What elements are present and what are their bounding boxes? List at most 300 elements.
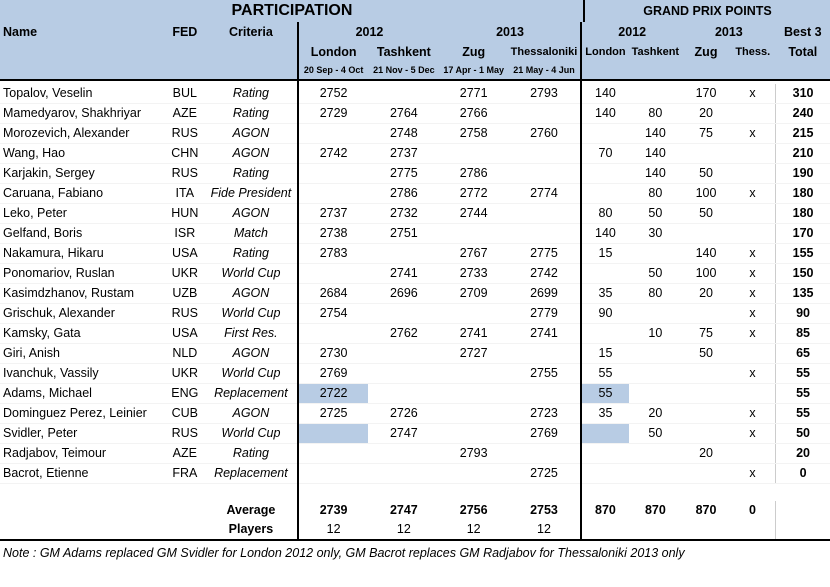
points-cell [629,244,682,264]
best3-total: 310 [776,84,830,104]
rating-cell: 2752 [298,84,368,104]
date-zug: 17 Apr - 1 May [440,62,508,80]
best3-total: 170 [776,224,830,244]
rating-cell: 2726 [368,404,440,424]
rating-cell [298,164,368,184]
player-name: Gelfand, Boris [0,224,165,244]
points-cell: 50 [682,164,730,184]
player-criteria: Replacement [205,384,299,404]
player-criteria: AGON [205,344,299,364]
player-name: Dominguez Perez, Leinier [0,404,165,424]
player-fed: UKR [165,364,205,384]
rating-cell: 2793 [440,444,508,464]
best3-total: 65 [776,344,830,364]
points-cell [629,364,682,384]
points-cell [581,184,628,204]
points-cell: 35 [581,404,628,424]
best3-total: 55 [776,364,830,384]
rating-cell [298,264,368,284]
date-thessaloniki: 21 May - 4 Jun [508,62,582,80]
rating-cell: 2755 [508,364,582,384]
points-cell: 140 [581,224,628,244]
points-cell: 170 [682,84,730,104]
points-cell: 50 [682,344,730,364]
rating-cell: 2769 [298,364,368,384]
points-total: 870 [581,501,628,520]
players-row [0,520,830,540]
rating-cell [508,384,582,404]
points-cell: 80 [581,204,628,224]
points-cell [730,144,776,164]
gp-year-2012-header: 2012 [581,22,682,43]
player-fed: BUL [165,84,205,104]
player-name: Karjakin, Sergey [0,164,165,184]
points-cell [629,444,682,464]
best3-total: 210 [776,144,830,164]
points-cell: 140 [629,144,682,164]
points-cell: x [730,464,776,484]
rating-cell [508,204,582,224]
table-row [0,444,830,464]
rating-cell: 2783 [298,244,368,264]
points-cell [682,144,730,164]
gp-event-thess: Thess. [730,43,776,62]
best3-total: 155 [776,244,830,264]
points-cell: 55 [581,364,628,384]
player-name: Radjabov, Teimour [0,444,165,464]
participation-title: PARTICIPATION [231,2,353,19]
gp-year-2013-header: 2013 [682,22,776,43]
table-row [0,384,830,404]
gp-event-london: London [581,43,628,62]
rating-cell: 2775 [368,164,440,184]
points-cell: 20 [682,444,730,464]
rating-cell: 2725 [508,464,582,484]
players-count: 12 [508,520,582,540]
points-cell: 50 [629,204,682,224]
points-cell: 10 [629,324,682,344]
points-cell: x [730,304,776,324]
points-cell [730,384,776,404]
player-fed: ISR [165,224,205,244]
table-row [0,264,830,284]
average-value: 2747 [389,503,418,517]
player-criteria: AGON [205,404,299,424]
best3-total: 0 [776,464,830,484]
points-cell: x [730,84,776,104]
rating-cell: 2772 [440,184,508,204]
points-cell [730,104,776,124]
rating-cell: 2744 [440,204,508,224]
rating-cell: 2737 [298,204,368,224]
player-criteria: World Cup [205,424,299,444]
best3-total: 20 [776,444,830,464]
points-cell: 55 [581,384,628,404]
points-cell [581,124,628,144]
average-value: 2739 [298,501,368,520]
best3-total: 180 [776,184,830,204]
date-london: 20 Sep - 4 Oct [298,62,368,80]
player-criteria: Rating [205,444,299,464]
date-tashkent: 21 Nov - 5 Dec [368,62,440,80]
rating-cell [368,444,440,464]
rating-cell: 2793 [508,84,582,104]
rating-cell: 2771 [440,84,508,104]
points-cell: 30 [629,224,682,244]
points-cell: x [730,264,776,284]
rating-cell: 2696 [368,284,440,304]
player-name: Morozevich, Alexander [0,124,165,144]
points-cell: 50 [629,424,682,444]
points-cell: 15 [581,244,628,264]
best3-total: 55 [776,404,830,424]
points-cell: 20 [629,404,682,424]
event-thessaloniki: Thessaloniki [508,43,582,62]
player-fed: AZE [165,104,205,124]
best3-total: 50 [776,424,830,444]
col-fed-header: FED [165,22,205,43]
points-cell: 140 [581,84,628,104]
rating-cell: 2751 [368,224,440,244]
points-cell [581,264,628,284]
player-name: Caruana, Fabiano [0,184,165,204]
rating-cell: 2786 [440,164,508,184]
rating-cell: 2733 [440,264,508,284]
rating-cell [508,344,582,364]
rating-cell [368,304,440,324]
table-row [0,184,830,204]
points-cell: 80 [629,184,682,204]
rating-cell: 2738 [298,224,368,244]
gp-points-title: GRAND PRIX POINTS [643,4,772,18]
rating-cell [368,464,440,484]
points-cell: 140 [629,164,682,184]
rating-cell: 2742 [508,264,582,284]
player-name: Topalov, Veselin [0,84,165,104]
year-2012-header: 2012 [298,22,440,43]
player-name: Adams, Michael [0,384,165,404]
points-cell: 100 [682,184,730,204]
rating-cell [368,384,440,404]
points-cell: x [730,184,776,204]
points-cell: x [730,284,776,304]
rating-cell [440,144,508,164]
rating-cell [508,164,582,184]
rating-cell: 2709 [440,284,508,304]
points-cell [581,164,628,184]
player-criteria: AGON [205,284,299,304]
table-row [0,244,830,264]
player-criteria: Rating [205,244,299,264]
rating-cell: 2779 [508,304,582,324]
points-cell [730,224,776,244]
points-cell: x [730,124,776,144]
points-cell [682,304,730,324]
table-row [0,304,830,324]
points-cell: x [730,424,776,444]
player-fed: ITA [165,184,205,204]
table-row [0,424,830,444]
rating-cell [298,124,368,144]
rating-cell: 2747 [368,424,440,444]
rating-cell: 2722 [298,384,368,404]
player-fed: CUB [165,404,205,424]
rating-cell [440,384,508,404]
points-cell: 50 [682,204,730,224]
player-fed: RUS [165,304,205,324]
player-name: Kamsky, Gata [0,324,165,344]
player-criteria: First Res. [205,324,299,344]
player-criteria: Fide President [205,184,299,204]
points-cell: 140 [682,244,730,264]
player-name: Nakamura, Hikaru [0,244,165,264]
points-total: 0 [749,503,756,517]
player-name: Wang, Hao [0,144,165,164]
rating-cell: 2748 [368,124,440,144]
players-label: Players [205,520,299,540]
table-row [0,204,830,224]
player-criteria: Rating [205,84,299,104]
table-row [0,324,830,344]
best3-header: Best 3 [776,22,830,43]
points-cell [629,304,682,324]
player-fed: RUS [165,164,205,184]
average-row [0,501,830,520]
player-criteria: Match [205,224,299,244]
footnote: Note : GM Adams replaced GM Svidler for London 2012 only, GM Bacrot replaces GM Radjabov for Thessaloniki 2013 only [3,546,685,560]
player-name: Ivanchuk, Vassily [0,364,165,384]
average-value: 2756 [459,503,488,517]
points-cell: 20 [682,284,730,304]
best3-total: 90 [776,304,830,324]
points-cell: 80 [629,104,682,124]
player-fed: UKR [165,264,205,284]
points-cell [730,164,776,184]
rating-cell: 2775 [508,244,582,264]
best3-total: 190 [776,164,830,184]
header-row-1 [0,22,830,43]
rating-cell [368,244,440,264]
player-criteria: AGON [205,144,299,164]
rating-cell: 2766 [440,104,508,124]
player-criteria: AGON [205,204,299,224]
player-name: Bacrot, Etienne [0,464,165,484]
player-name: Leko, Peter [0,204,165,224]
rating-cell: 2730 [298,344,368,364]
points-cell [581,444,628,464]
player-criteria: World Cup [205,264,299,284]
player-criteria: Replacement [205,464,299,484]
player-name: Giri, Anish [0,344,165,364]
rating-cell: 2737 [368,144,440,164]
player-criteria: Rating [205,164,299,184]
event-tashkent: Tashkent [368,43,440,62]
player-criteria: Rating [205,104,299,124]
points-cell: x [730,244,776,264]
rating-cell: 2699 [508,284,582,304]
table-row [0,464,830,484]
points-cell: 80 [629,284,682,304]
player-criteria: World Cup [205,304,299,324]
rating-cell: 2762 [368,324,440,344]
rating-cell [440,424,508,444]
points-cell [682,404,730,424]
event-zug: Zug [440,43,508,62]
rating-cell: 2732 [368,204,440,224]
rating-cell: 2764 [368,104,440,124]
points-cell: 35 [581,284,628,304]
points-cell [682,384,730,404]
points-cell: 75 [682,124,730,144]
rating-cell [368,364,440,384]
rating-cell: 2786 [368,184,440,204]
player-fed: HUN [165,204,205,224]
rating-cell [368,84,440,104]
rating-cell: 2723 [508,404,582,424]
points-cell: x [730,324,776,344]
header-row-3 [0,62,830,80]
rating-cell [440,304,508,324]
rating-cell [508,444,582,464]
table-row [0,124,830,144]
points-cell [730,344,776,364]
table-row [0,284,830,304]
best3-total: 215 [776,124,830,144]
table-row [0,84,830,104]
rating-cell [440,224,508,244]
rating-cell [440,404,508,424]
gp-event-tashkent: Tashkent [629,43,682,62]
rating-cell: 2742 [298,144,368,164]
points-cell [730,204,776,224]
points-cell [581,464,628,484]
points-cell: 20 [682,104,730,124]
rating-cell: 2727 [440,344,508,364]
rating-cell [298,464,368,484]
player-name: Svidler, Peter [0,424,165,444]
players-count: 12 [368,520,440,540]
points-cell [629,464,682,484]
points-total: 870 [695,503,717,517]
table-row [0,144,830,164]
player-fed: AZE [165,444,205,464]
player-fed: NLD [165,344,205,364]
points-cell [629,344,682,364]
total-header: Total [776,43,830,62]
col-name-header: Name [0,22,165,43]
rating-cell: 2767 [440,244,508,264]
best3-total: 55 [776,384,830,404]
rating-cell [508,144,582,164]
points-cell: 90 [581,304,628,324]
players-count: 12 [298,520,368,540]
points-cell: 50 [629,264,682,284]
average-value: 2753 [530,503,558,517]
points-cell [629,384,682,404]
points-cell: 70 [581,144,628,164]
rating-cell: 2741 [368,264,440,284]
points-cell [682,424,730,444]
rating-cell [298,444,368,464]
rating-cell: 2684 [298,284,368,304]
rating-cell: 2741 [440,324,508,344]
player-criteria: AGON [205,124,299,144]
player-name: Ponomariov, Ruslan [0,264,165,284]
points-cell [730,444,776,464]
player-name: Mamedyarov, Shakhriyar [0,104,165,124]
player-name: Kasimdzhanov, Rustam [0,284,165,304]
col-criteria-header: Criteria [205,22,299,43]
points-cell [682,364,730,384]
player-fed: CHN [165,144,205,164]
player-fed: RUS [165,124,205,144]
points-cell [682,224,730,244]
gp-event-zug: Zug [682,43,730,62]
points-total: 870 [644,503,666,517]
table-row [0,164,830,184]
table-row [0,344,830,364]
player-fed: RUS [165,424,205,444]
points-cell: x [730,404,776,424]
best3-total: 240 [776,104,830,124]
player-fed: UZB [165,284,205,304]
rating-cell: 2760 [508,124,582,144]
points-cell: 75 [682,324,730,344]
table-row [0,364,830,384]
player-fed: USA [165,324,205,344]
rating-cell: 2758 [440,124,508,144]
rating-cell: 2774 [508,184,582,204]
rating-cell: 2769 [508,424,582,444]
rating-cell [368,344,440,364]
points-cell [682,464,730,484]
best3-total: 85 [776,324,830,344]
rating-cell [298,184,368,204]
points-cell [581,424,628,444]
players-count: 12 [440,520,508,540]
rating-cell: 2741 [508,324,582,344]
event-london: London [298,43,368,62]
table-row [0,224,830,244]
rating-cell: 2754 [298,304,368,324]
header-row-2 [0,43,830,62]
points-cell: 140 [581,104,628,124]
rating-cell [440,364,508,384]
rating-cell [440,464,508,484]
best3-total: 150 [776,264,830,284]
points-cell: 140 [629,124,682,144]
year-2013-header: 2013 [440,22,582,43]
rating-cell [298,324,368,344]
best3-total: 135 [776,284,830,304]
rating-cell [298,424,368,444]
player-fed: FRA [165,464,205,484]
table-row [0,404,830,424]
rating-cell: 2725 [298,404,368,424]
table-row [0,104,830,124]
best3-total: 180 [776,204,830,224]
points-cell: 100 [682,264,730,284]
player-fed: USA [165,244,205,264]
points-cell [581,324,628,344]
player-criteria: World Cup [205,364,299,384]
points-cell: x [730,364,776,384]
points-cell: 15 [581,344,628,364]
points-cell [629,84,682,104]
player-fed: ENG [165,384,205,404]
player-name: Grischuk, Alexander [0,304,165,324]
rating-cell [508,224,582,244]
